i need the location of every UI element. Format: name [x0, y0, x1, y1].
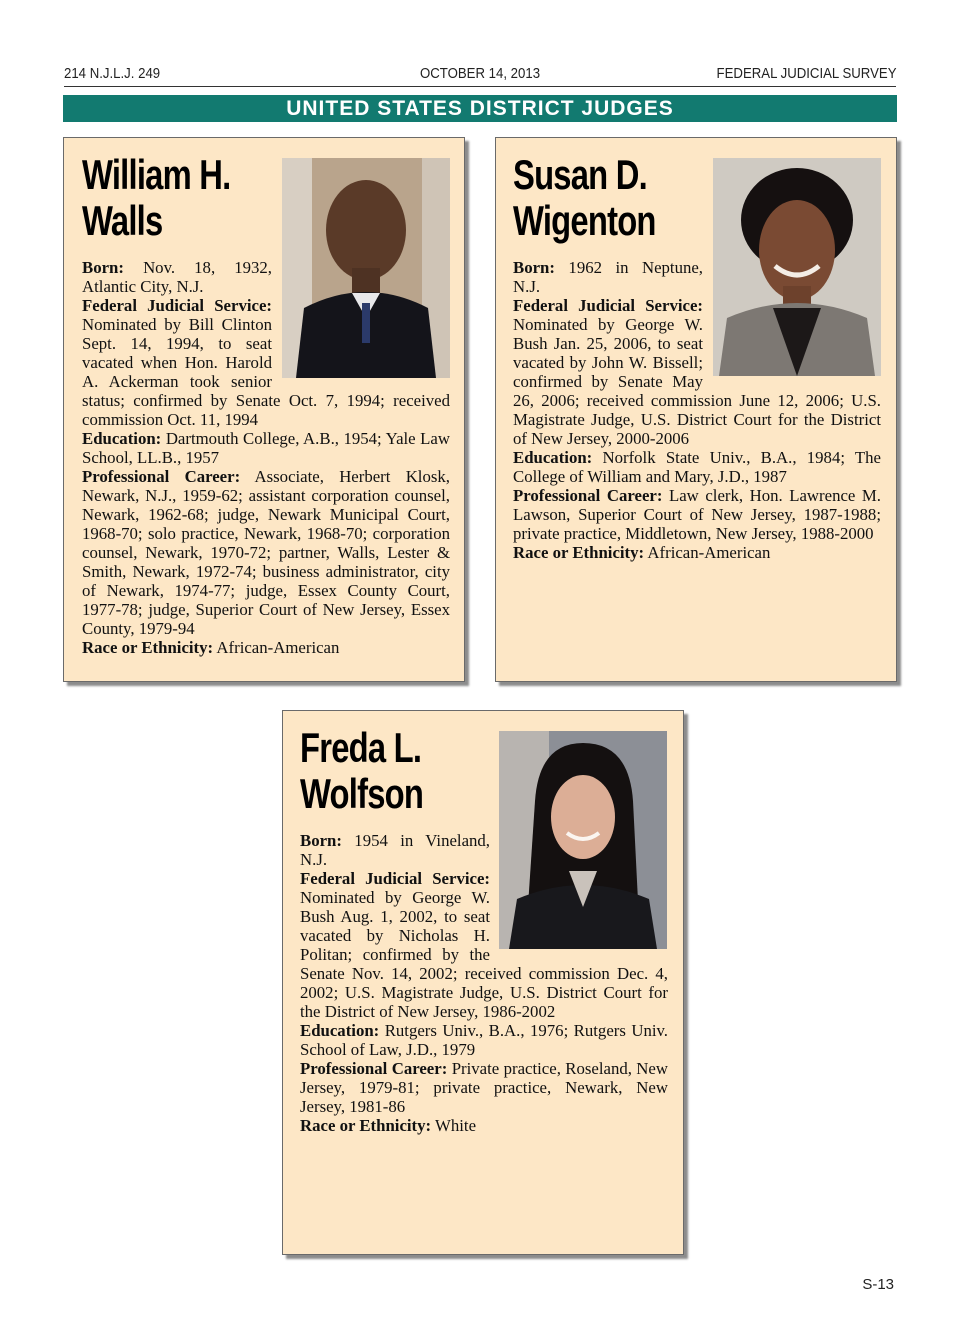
judge-name-wigenton	[513, 152, 800, 244]
service-label: Federal Judicial Service:	[300, 869, 490, 888]
judge-bio-walls	[82, 258, 450, 657]
service-value: Nominated by George W. Bush Jan. 25, 2006, to seat vacated by John W. Bissell; confirmed by Senate May 26, 2006; received commission June 12, 2006; U.S. Magistrate Judge, U.S. District Court for the District of New Jersey, 2000-2006	[513, 315, 881, 448]
career-value: Private practice, Roseland, New Jersey, 1979-81; private practice, Newark, New Jersey, 1981-86	[300, 1059, 668, 1116]
career-value: Associate, Herbert Klosk, Newark, N.J., 1959-62; assistant corporation counsel, Newark, 1962-68; judge, Newark Municipal Court, 1968-70; solo practice, Newark, 1968-70; corporation counsel, Newark, 1970-72; partner, Walls, Lester & Smith, Newark, 1972-74; business administrator, city of Newark, 1974-77; judge, Essex County Court, 1977-78; judge, Superior Court of New Jersey, Essex County, 1979-94	[82, 467, 450, 638]
judge-card-walls	[63, 137, 465, 682]
race-value: African-American	[216, 638, 340, 657]
judge-first-name: William H.	[82, 151, 231, 198]
judge-last-name: Wolfson	[300, 770, 424, 817]
judge-first-name: Freda L.	[300, 724, 422, 771]
born-label: Born:	[300, 831, 342, 850]
career-label: Professional Career:	[513, 486, 663, 505]
service-label: Federal Judicial Service:	[513, 296, 703, 315]
born-label: Born:	[513, 258, 555, 277]
education-label: Education:	[82, 429, 162, 448]
judge-card-wolfson	[282, 710, 684, 1255]
judge-bio-wolfson	[300, 831, 668, 1135]
born-value: 1954 in Vineland, N.J.	[300, 831, 490, 869]
issue-date: OCTOBER 14, 2013	[419, 65, 541, 82]
education-value: Norfolk State Univ., B.A., 1984; The College of William and Mary, J.D., 1987	[513, 448, 881, 486]
page-number: S-13	[862, 1276, 894, 1293]
service-value: Nominated by Bill Clinton Sept. 14, 1994, to seat vacated when Hon. Harold A. Ackerman took senior status; confirmed by Senate Oct. 7, 1994; received commission Oct. 11, 1994	[82, 315, 450, 429]
born-label: Born:	[82, 258, 124, 277]
race-value: African-American	[647, 543, 771, 562]
judge-first-name: Susan D.	[513, 151, 647, 198]
service-label: Federal Judicial Service:	[82, 296, 272, 315]
section-title: FEDERAL JUDICIAL SURVEY	[716, 65, 896, 82]
judge-card-wigenton	[495, 137, 897, 682]
born-value: 1962 in Neptune, N.J.	[513, 258, 703, 296]
born-value: Nov. 18, 1932, Atlantic City, N.J.	[82, 258, 272, 296]
education-label: Education:	[513, 448, 593, 467]
race-value: White	[435, 1116, 477, 1135]
running-head	[64, 64, 896, 87]
career-label: Professional Career:	[300, 1059, 448, 1078]
education-value: Rutgers Univ., B.A., 1976; Rutgers Univ. School of Law, J.D., 1979	[300, 1021, 668, 1059]
judge-last-name: Wigenton	[513, 197, 656, 244]
judge-bio-wigenton	[513, 258, 881, 562]
race-label: Race or Ethnicity:	[513, 543, 645, 562]
race-label: Race or Ethnicity:	[300, 1116, 432, 1135]
service-value: Nominated by George W. Bush Aug. 1, 2002, to seat vacated by Nicholas H. Politan; confirmed by the Senate Nov. 14, 2002; received commission Dec. 4, 2002; U.S. Magistrate Judge, U.S. District Court for the District of New Jersey, 1986-2002	[300, 888, 668, 1021]
citation: 214 N.J.L.J. 249	[64, 65, 161, 82]
education-label: Education:	[300, 1021, 380, 1040]
education-value: Dartmouth College, A.B., 1954; Yale Law School, LL.B., 1957	[82, 429, 450, 467]
judge-last-name: Walls	[82, 197, 163, 244]
race-label: Race or Ethnicity:	[82, 638, 214, 657]
section-banner: UNITED STATES DISTRICT JUDGES	[63, 95, 897, 122]
career-value: Law clerk, Hon. Lawrence M. Lawson, Superior Court of New Jersey, 1987-1988; private practice, Middletown, New Jersey, 1988-2000	[513, 486, 882, 543]
judge-name-wolfson	[300, 725, 587, 817]
career-label: Professional Career:	[82, 467, 241, 486]
judge-name-walls	[82, 152, 369, 244]
